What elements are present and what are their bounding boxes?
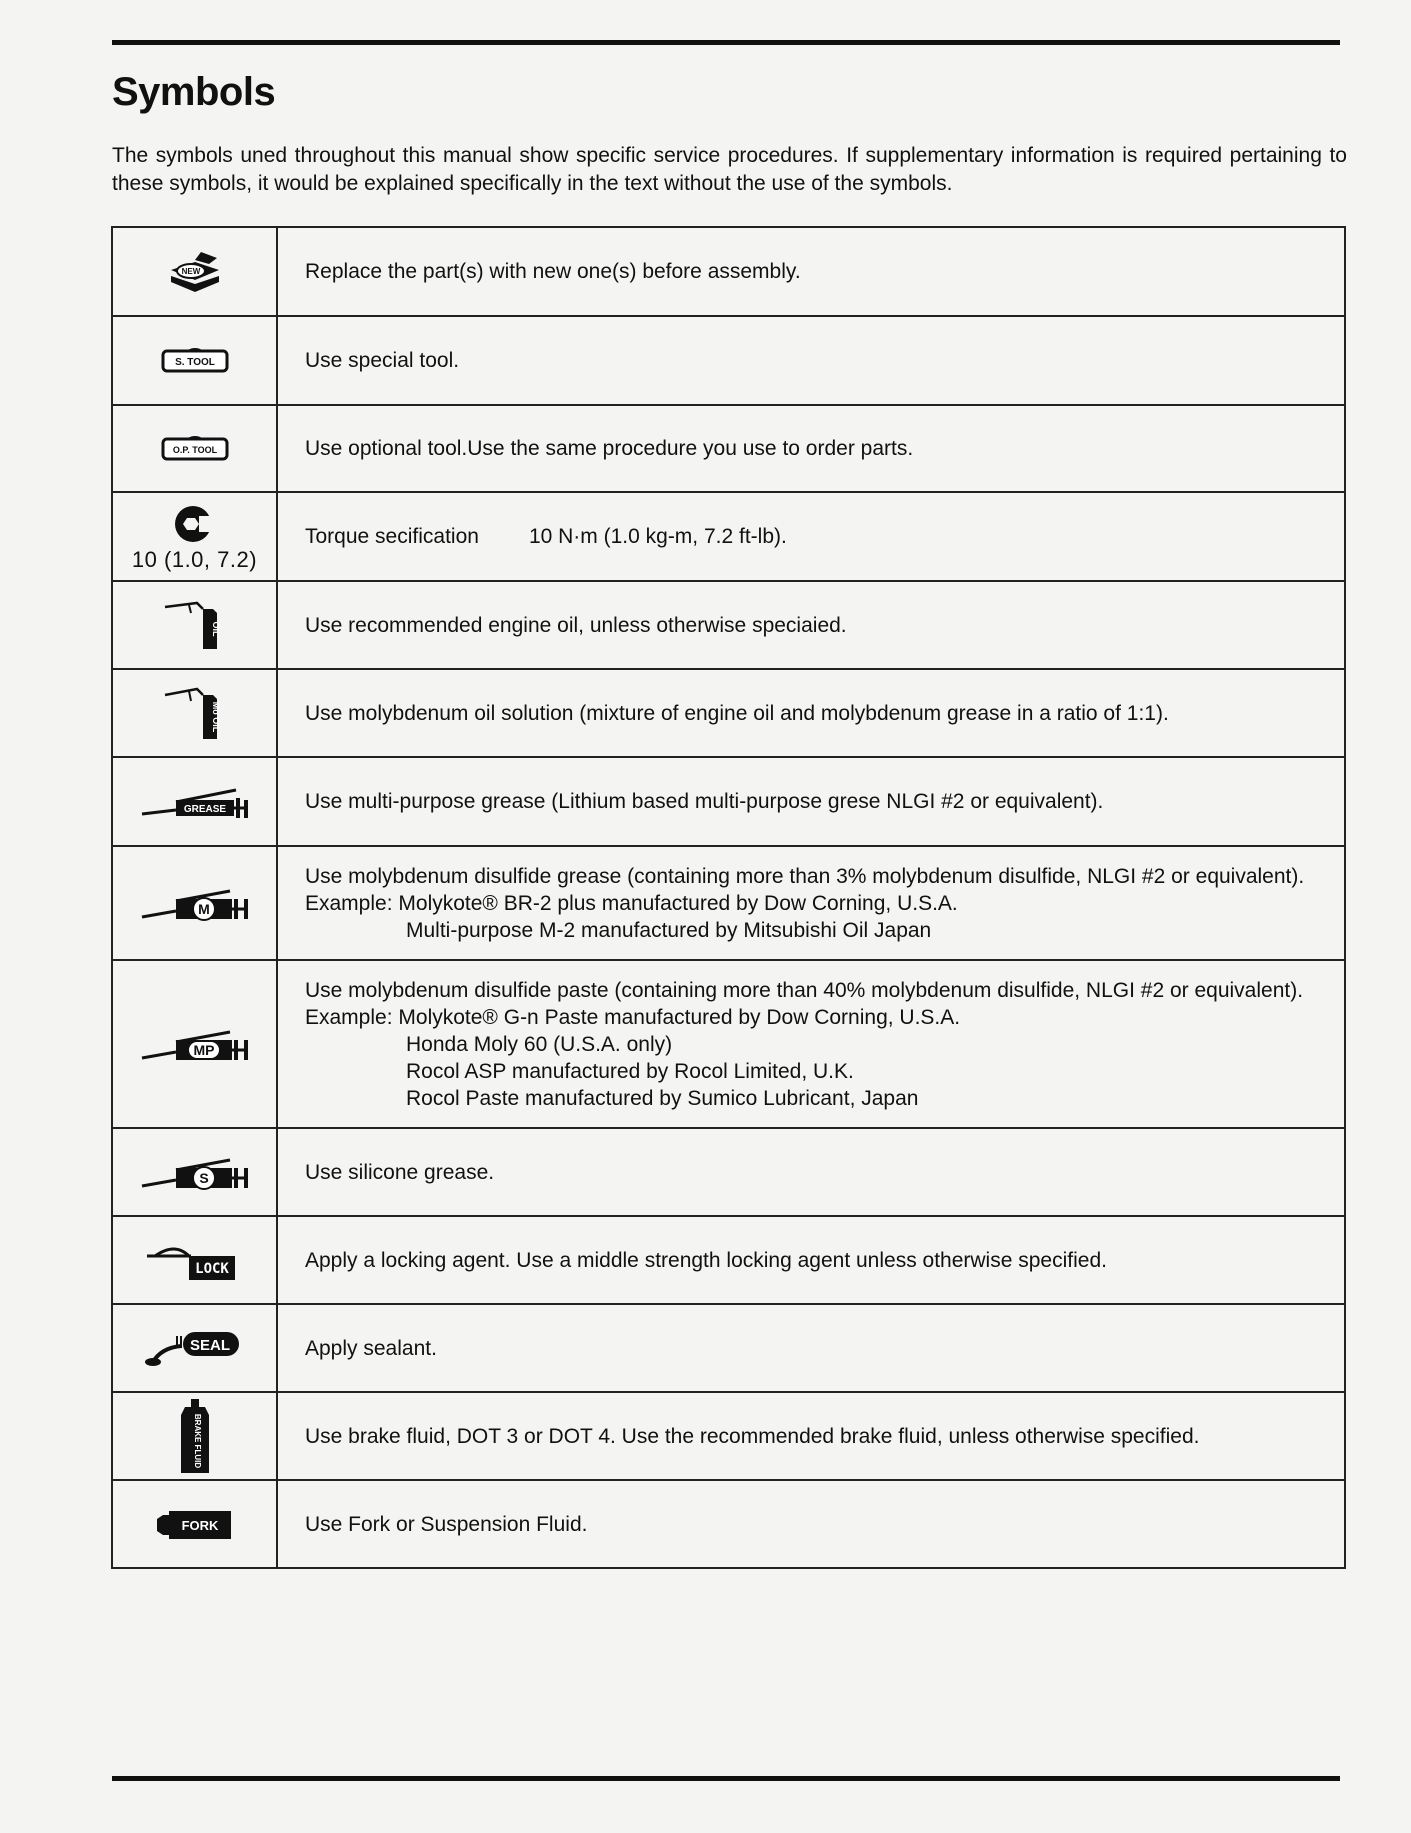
icon-cell (112, 1392, 277, 1480)
icon-cell (112, 846, 277, 960)
example-line (305, 1004, 1320, 1031)
icon-cell (112, 405, 277, 492)
example-label: Example: (305, 891, 393, 915)
svg-text:Mo OIL: Mo OIL (210, 701, 221, 733)
svg-text:SEAL: SEAL (189, 1337, 230, 1354)
symbol-row (112, 227, 1345, 316)
icon-cell (112, 581, 277, 669)
special-tool-icon (160, 346, 230, 376)
example-item: Multi-purpose M-2 manufactured by Mitsubishi Oil Japan (406, 918, 932, 942)
symbol-row (112, 757, 1345, 846)
page-title: Symbols (112, 70, 276, 114)
example-item: Molykote® BR-2 plus manufactured by Dow Corning, U.S.A. (398, 891, 958, 915)
sealant-icon (143, 1326, 247, 1370)
description-cell: Replace the part(s) with new one(s) before assembly. (277, 227, 1345, 316)
example-item: Rocol Paste manufactured by Sumico Lubricant, Japan (406, 1086, 919, 1110)
grease-gun-icon (140, 782, 250, 822)
brake-fluid-icon (173, 1397, 217, 1475)
symbol-row (112, 1304, 1345, 1392)
symbol-row (112, 1480, 1345, 1568)
silicone-grease-icon (140, 1152, 250, 1192)
svg-text:S: S (198, 1170, 209, 1186)
torque-label: Torque secification (305, 525, 479, 548)
symbol-row (112, 581, 1345, 669)
svg-text:O.P. TOOL: O.P. TOOL (172, 444, 217, 455)
svg-text:BRAKE FLUID: BRAKE FLUID (192, 1413, 202, 1469)
symbol-row (112, 405, 1345, 492)
fork-fluid-icon (155, 1507, 235, 1541)
icon-cell (112, 757, 277, 846)
description-cell: Use multi-purpose grease (Lithium based multi-purpose grese NLGI #2 or equivalent). (277, 757, 1345, 846)
description-cell: Use Fork or Suspension Fluid. (277, 1480, 1345, 1568)
description-cell: Use recommended engine oil, unless otherwise speciaied. (277, 581, 1345, 669)
description-cell: Apply a locking agent. Use a middle strength locking agent unless otherwise specified. (277, 1216, 1345, 1304)
symbol-row (112, 492, 1345, 581)
intro-paragraph: The symbols uned throughout this manual show specific service procedures. If supplementary information is required pertaining to these symbols, it would be explained specifically in the text without the use of the symbols. (112, 144, 1347, 195)
icon-cell (112, 1480, 277, 1568)
bottom-rule (112, 1776, 1340, 1781)
svg-text:OIL: OIL (210, 621, 221, 637)
example-item: Rocol ASP manufactured by Rocol Limited, U.K. (406, 1059, 854, 1083)
symbol-row (112, 669, 1345, 757)
example-line (305, 890, 1320, 917)
torque-wrench-icon (171, 501, 219, 547)
description-cell: Apply sealant. (277, 1304, 1345, 1392)
oil-can-icon (163, 599, 227, 651)
icon-cell (112, 960, 277, 1128)
mo-oil-can-icon (163, 685, 227, 741)
svg-text:M: M (197, 901, 210, 917)
torque-icon-value: 10 (1.0, 7.2) (131, 546, 258, 572)
icon-cell (112, 1216, 277, 1304)
symbol-row (112, 846, 1345, 960)
icon-cell (112, 669, 277, 757)
icon-cell (112, 1128, 277, 1216)
symbol-row (112, 316, 1345, 405)
example-item: Molykote® G-n Paste manufactured by Dow Corning, U.S.A. (398, 1005, 961, 1029)
svg-text:S. TOOL: S. TOOL (174, 356, 215, 368)
description-cell: Use optional tool.Use the same procedure you use to order parts. (277, 405, 1345, 492)
description-cell: Use special tool. (277, 316, 1345, 405)
svg-text:FORK: FORK (181, 1518, 218, 1533)
description-cell (277, 846, 1345, 960)
description-cell (277, 492, 1345, 581)
example-item: Honda Moly 60 (U.S.A. only) (406, 1032, 673, 1056)
torque-value: 10 N·m (1.0 kg-m, 7.2 ft-lb). (528, 525, 787, 548)
symbol-row (112, 960, 1345, 1128)
svg-text:MP: MP (193, 1042, 214, 1058)
description-cell: Use molybdenum oil solution (mixture of engine oil and molybdenum grease in a ratio of 1:1). (277, 669, 1345, 757)
new-part-icon (165, 248, 225, 296)
symbols-table (111, 226, 1346, 1569)
moly-grease-icon (140, 883, 250, 923)
svg-text:NEW: NEW (181, 266, 200, 276)
svg-text:GREASE: GREASE (183, 803, 226, 815)
top-rule (112, 40, 1340, 45)
description-cell: Use brake fluid, DOT 3 or DOT 4. Use the recommended brake fluid, unless otherwise specified. (277, 1392, 1345, 1480)
optional-tool-icon (160, 434, 230, 464)
symbol-row (112, 1216, 1345, 1304)
moly-paste-icon (140, 1024, 250, 1064)
icon-cell (112, 492, 277, 581)
icon-cell (112, 227, 277, 316)
svg-text:LOCK: LOCK (194, 1261, 229, 1277)
symbol-row (112, 1392, 1345, 1480)
example-label: Example: (305, 1005, 393, 1029)
description-cell (277, 960, 1345, 1128)
icon-cell (112, 1304, 277, 1392)
symbol-row (112, 1128, 1345, 1216)
lock-icon (145, 1238, 245, 1282)
description-text: Use molybdenum disulfide paste (containing more than 40% molybdenum disulfide, NLGI #2 or equivalent). (305, 978, 1304, 1002)
icon-cell (112, 316, 277, 405)
description-text: Use molybdenum disulfide grease (containing more than 3% molybdenum disulfide, NLGI #2 or equivalent). (305, 864, 1305, 888)
description-cell: Use silicone grease. (277, 1128, 1345, 1216)
